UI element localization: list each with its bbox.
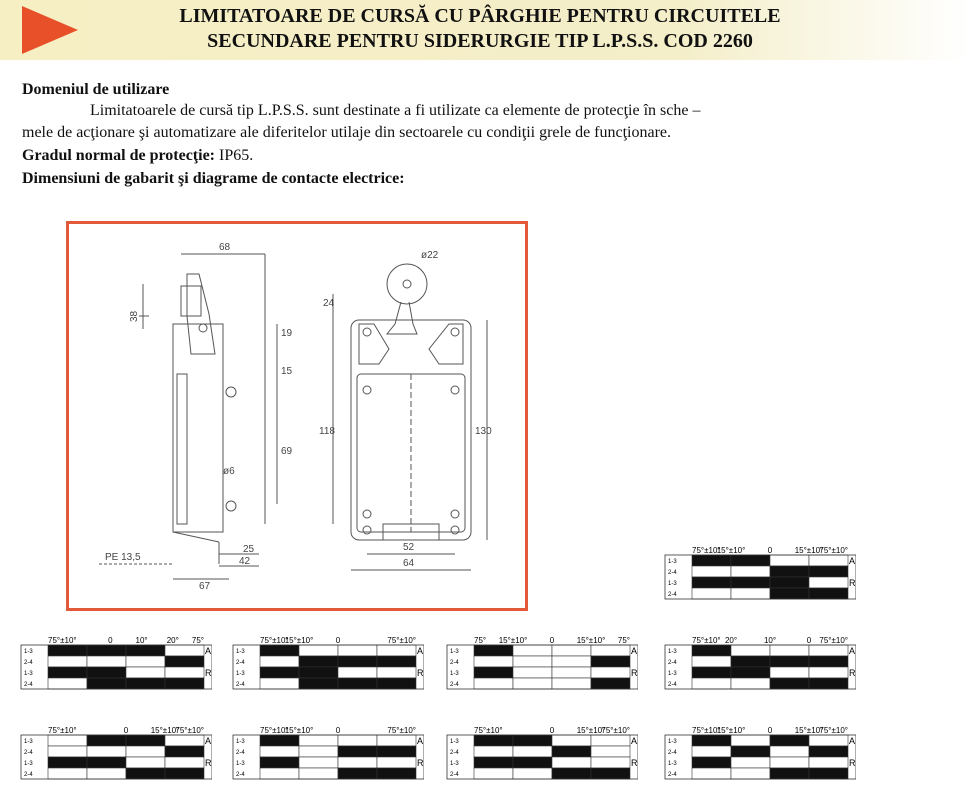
diagram-row-label: 2-4 [24,772,33,778]
diagram-cell [809,757,848,768]
diagram-cell [260,678,299,689]
diagram-side-label: R [631,758,638,768]
diagram-cell [692,768,731,779]
title-line-2: SECUNDARE PENTRU SIDERURGIE TIP L.P.S.S. COD 2260 [207,30,753,52]
diagram-cell [809,667,848,678]
diagram-cell [474,768,513,779]
diagram-cell [87,757,126,768]
diagram-angle-label: 75°±10° [48,726,77,735]
diagram-cell [809,566,848,577]
diagram-cell [474,656,513,667]
diagram-cell [48,746,87,757]
diagram-angle-label: 75°±10° [692,726,721,735]
diagram-angle-label: 10° [135,636,148,645]
diagram-cell [260,768,299,779]
diagram-angle-label: 0 [108,636,113,645]
diagram-side-label: A [205,646,212,656]
diagram-row-label: 2-4 [668,592,677,598]
protection-line [22,145,872,167]
diagram-angle-label: 15°±10° [284,726,314,735]
side-view-pivot [199,324,207,332]
diagram-row-label: 2-4 [450,772,459,778]
diagram-cell [513,757,552,768]
diagram-cell [299,656,338,667]
page-title [80,4,880,54]
diagram-angle-label: 0 [335,726,341,735]
diagram-cell [165,678,204,689]
dim-64: 64 [403,558,415,569]
diagram-row-label: 1-3 [450,671,459,677]
diagram-cell [591,768,630,779]
diagram-cell [299,757,338,768]
diagram-cell [87,678,126,689]
diagram-angle-label: 0 [767,726,773,735]
dim-15: 15 [281,366,293,377]
diagram-cell [474,757,513,768]
side-view-hole-2 [226,501,236,511]
diagram-cell [338,667,377,678]
diagram-cell [513,746,552,757]
diagram-cell [87,656,126,667]
diagram-row-label: 2-4 [668,750,677,756]
diagram-cell [377,746,416,757]
diagram-cell [260,746,299,757]
diagram-cell [165,757,204,768]
side-view-body [173,324,223,532]
dimension-drawing [69,224,525,608]
diagram-cell [591,678,630,689]
diagram-cell [87,768,126,779]
dim-38: 38 [129,310,140,322]
diagram-cell [692,645,731,656]
diagram-cell [591,746,630,757]
diagram-cell [260,757,299,768]
diagram-angle-label: 75°±10° [260,636,289,645]
diagram-cell [591,735,630,746]
side-view-cover [177,374,187,524]
diagram-cell [87,746,126,757]
contact-diagram-5 [664,635,856,697]
diagram-row-label: 1-3 [236,761,245,767]
diagram-side-label: A [417,736,424,746]
diagram-cell [299,735,338,746]
dim-pe: PE 13,5 [105,552,141,563]
diagram-cell [126,656,165,667]
diagram-cell [299,746,338,757]
diagram-row-label: 1-3 [236,671,245,677]
diagram-row-label: 1-3 [450,761,459,767]
diagram-cell [513,735,552,746]
diagram-cell [338,678,377,689]
diagram-angle-label: 75°±10° [474,726,503,735]
protection-value: IP65. [219,147,254,164]
diagram-side-label: A [631,736,638,746]
diagram-angle-label: 0 [549,636,555,645]
diagram-row-label: 1-3 [668,671,677,677]
diagram-angle-label: 15°±10° [794,726,824,735]
diagram-angle-label: 75°±10° [601,726,630,735]
diagram-cell [165,768,204,779]
diagram-side-label: A [849,556,856,566]
diagram-side-label: A [849,736,856,746]
diagram-angle-label: 75°±10° [48,636,77,645]
diagram-cell [552,735,591,746]
diagram-cell [692,555,731,566]
diagram-cell [591,645,630,656]
contact-diagram-1 [664,545,856,607]
dimensions-heading: Dimensiuni de gabarit şi diagrame de contacte electrice: [22,170,405,187]
diagram-cell [731,678,770,689]
diagram-row-label: 2-4 [236,660,245,666]
diagram-angle-label: 15°±10° [794,546,824,555]
diagram-cell [731,757,770,768]
diagram-cell [770,656,809,667]
contact-diagram-2 [20,635,212,697]
diagram-row-label: 2-4 [236,682,245,688]
diagram-side-label: A [417,646,424,656]
diagram-cell [731,735,770,746]
diagram-cell [692,667,731,678]
diagram-row-label: 2-4 [24,750,33,756]
diagram-cell [731,588,770,599]
diagram-cell [513,667,552,678]
diagram-side-label: R [849,758,856,768]
diagram-angle-label: 20° [166,636,179,645]
diagram-cell [770,735,809,746]
diagram-row-label: 1-3 [24,649,33,655]
arrow-marker-icon [22,6,78,54]
diagram-angle-label: 75°±10° [387,636,416,645]
diagram-cell [377,768,416,779]
diagram-cell [338,768,377,779]
diagram-cell [731,555,770,566]
contact-diagram-7 [232,725,424,787]
diagram-cell [48,645,87,656]
diagram-cell [377,735,416,746]
diagram-row-label: 2-4 [668,772,677,778]
diagram-cell [809,768,848,779]
dim-118: 118 [319,426,335,437]
diagram-side-label: R [417,668,424,678]
diagram-cell [770,588,809,599]
diagram-row-label: 1-3 [668,581,677,587]
diagram-side-label: R [849,668,856,678]
diagram-cell [474,678,513,689]
diagram-angle-label: 0 [335,636,341,645]
diagram-cell [260,735,299,746]
diagram-side-label: A [631,646,638,656]
diagram-row-label: 2-4 [236,750,245,756]
diagram-angle-label: 0 [549,726,555,735]
diagram-angle-label: 75° [474,636,487,645]
dim-42: 42 [239,556,251,567]
diagram-cell [126,645,165,656]
diagram-side-label: R [417,758,424,768]
diagram-angle-label: 75° [191,636,204,645]
diagram-cell [692,746,731,757]
front-view-lever [387,302,417,334]
dim-67: 67 [199,581,211,592]
side-view-hole-1 [226,387,236,397]
diagram-cell [692,735,731,746]
diagram-cell [513,645,552,656]
diagram-row-label: 1-3 [668,649,677,655]
diagram-cell [731,667,770,678]
diagram-cell [770,577,809,588]
diagram-cell [809,588,848,599]
diagram-cell [48,768,87,779]
diagram-angle-label: 75°±10° [692,546,721,555]
title-line-1: LIMITATOARE DE CURSĂ CU PÂRGHIE PENTRU CIRCUITELE [179,5,781,27]
diagram-cell [474,645,513,656]
diagram-cell [731,577,770,588]
diagram-cell [692,566,731,577]
front-view-roller [387,264,427,304]
contact-diagram-8 [446,725,638,787]
contact-diagram-6 [20,725,212,787]
diagram-cell [591,656,630,667]
diagram-row-label: 1-3 [450,649,459,655]
diagram-side-label: A [849,646,856,656]
diagram-angle-label: 75°±10° [819,546,848,555]
diagram-angle-label: 75°±10° [260,726,289,735]
diagram-cell [731,566,770,577]
diagram-angle-label: 15°±10° [716,546,746,555]
diagram-cell [552,645,591,656]
diagram-cell [299,768,338,779]
diagram-angle-label: 75°±10° [692,636,721,645]
diagram-cell [165,667,204,678]
diagram-cell [474,735,513,746]
diagram-angle-label: 15°±10° [576,726,606,735]
dim-24: 24 [323,298,335,309]
dimension-drawing-frame [66,221,528,611]
dim-69: 69 [281,446,293,457]
diagram-cell [165,735,204,746]
diagram-row-label: 1-3 [24,671,33,677]
diagram-cell [126,757,165,768]
diagram-cell [731,645,770,656]
diagram-cell [770,667,809,678]
protection-label: Gradul normal de protecţie: [22,147,216,164]
diagram-cell [552,656,591,667]
diagram-cell [692,678,731,689]
diagram-cell [377,757,416,768]
diagram-cell [377,678,416,689]
diagram-cell [770,746,809,757]
diagram-cell [48,678,87,689]
diagram-cell [48,667,87,678]
diagram-cell [126,746,165,757]
diagram-angle-label: 10° [763,636,777,645]
diagram-side-label: R [631,668,638,678]
diagram-row-label: 1-3 [668,559,677,565]
diagram-cell [552,678,591,689]
dim-52: 52 [403,542,415,553]
diagram-cell [552,768,591,779]
diagram-cell [338,757,377,768]
dim-25: 25 [243,544,255,555]
contact-diagram-4 [446,635,638,697]
diagram-cell [513,656,552,667]
diagram-cell [126,735,165,746]
dim-130: 130 [475,426,492,437]
diagram-side-label: R [849,578,856,588]
diagram-cell [299,645,338,656]
diagram-cell [338,746,377,757]
diagram-row-label: 1-3 [236,649,245,655]
diagram-cell [692,656,731,667]
diagram-cell [377,667,416,678]
diagram-angle-label: 0 [123,726,129,735]
contact-diagram-3 [232,635,424,697]
diagram-row-label: 2-4 [24,682,33,688]
diagram-row-label: 2-4 [450,682,459,688]
diagram-angle-label: 75°±10° [819,726,848,735]
diagram-cell [165,746,204,757]
diagram-cell [809,577,848,588]
diagram-cell [809,656,848,667]
diagram-angle-label: 75°±10° [387,726,416,735]
diagram-cell [260,667,299,678]
diagram-side-label: R [205,668,212,678]
dim-phi22: ø22 [421,250,439,261]
diagram-cell [513,678,552,689]
diagram-cell [809,678,848,689]
page-header [0,0,972,60]
diagram-cell [770,645,809,656]
diagram-angle-label: 15°±10° [498,636,528,645]
diagram-row-label: 1-3 [668,739,677,745]
dim-phi8: ø6 [223,466,235,477]
diagram-cell [338,645,377,656]
diagram-side-label: A [205,736,212,746]
diagram-angle-label: 15°±10° [716,726,746,735]
diagram-cell [731,746,770,757]
diagram-cell [692,588,731,599]
side-view-roller [181,286,201,316]
diagram-angle-label: 75°±10° [819,636,848,645]
diagram-cell [87,667,126,678]
diagram-cell [165,656,204,667]
diagram-cell [692,577,731,588]
diagram-row-label: 1-3 [24,739,33,745]
diagram-cell [770,566,809,577]
diagram-cell [809,555,848,566]
diagram-row-label: 2-4 [668,660,677,666]
contact-diagram-9 [664,725,856,787]
diagram-row-label: 1-3 [668,761,677,767]
diagram-cell [770,678,809,689]
diagram-cell [126,678,165,689]
diagram-cell [513,768,552,779]
diagram-cell [770,757,809,768]
diagram-angle-label: 75° [617,636,630,645]
diagram-angle-label: 0 [806,636,812,645]
diagram-cell [474,746,513,757]
diagram-angle-label: 15°±10° [284,636,314,645]
diagram-row-label: 1-3 [236,739,245,745]
usage-text-line-2: mele de acţionare şi automatizare ale diferitelor utilaje din sectoarele cu condiţii grele de funcţionare. [22,124,672,141]
diagram-angle-label: 0 [767,546,773,555]
dim-19: 19 [281,328,293,339]
diagram-row-label: 1-3 [450,739,459,745]
diagram-cell [338,656,377,667]
diagram-cell [731,768,770,779]
diagram-cell [809,645,848,656]
diagram-cell [260,656,299,667]
diagram-cell [731,656,770,667]
diagram-cell [87,645,126,656]
diagram-cell [260,645,299,656]
diagram-row-label: 1-3 [24,761,33,767]
diagram-row-label: 2-4 [668,570,677,576]
diagram-cell [692,757,731,768]
diagram-cell [552,746,591,757]
diagram-cell [474,667,513,678]
usage-heading: Domeniul de utilizare [22,81,170,98]
diagram-cell [552,757,591,768]
diagram-side-label: R [205,758,212,768]
diagram-cell [770,555,809,566]
diagram-cell [48,757,87,768]
diagram-cell [48,656,87,667]
diagram-cell [299,667,338,678]
diagram-cell [165,645,204,656]
diagram-row-label: 2-4 [236,772,245,778]
diagram-cell [48,735,87,746]
diagram-cell [299,678,338,689]
diagram-cell [126,667,165,678]
diagram-cell [591,757,630,768]
diagram-cell [552,667,591,678]
usage-text-line-1: Limitatoarele de cursă tip L.P.S.S. sunt destinate a fi utilizate ca elemente de protecţie în sche – [90,102,701,119]
diagram-row-label: 2-4 [24,660,33,666]
diagram-row-label: 2-4 [668,682,677,688]
diagram-cell [770,768,809,779]
diagram-cell [338,735,377,746]
diagram-cell [591,667,630,678]
diagram-angle-label: 20° [724,636,738,645]
dim-68: 68 [219,242,231,253]
diagram-angle-label: 75°±10° [175,726,204,735]
diagram-cell [809,746,848,757]
diagram-cell [809,735,848,746]
diagram-cell [377,656,416,667]
diagram-cell [87,735,126,746]
diagram-angle-label: 15°±10° [150,726,180,735]
diagram-cell [126,768,165,779]
diagram-row-label: 2-4 [450,660,459,666]
diagram-cell [377,645,416,656]
diagram-angle-label: 15°±10° [576,636,606,645]
diagram-row-label: 2-4 [450,750,459,756]
